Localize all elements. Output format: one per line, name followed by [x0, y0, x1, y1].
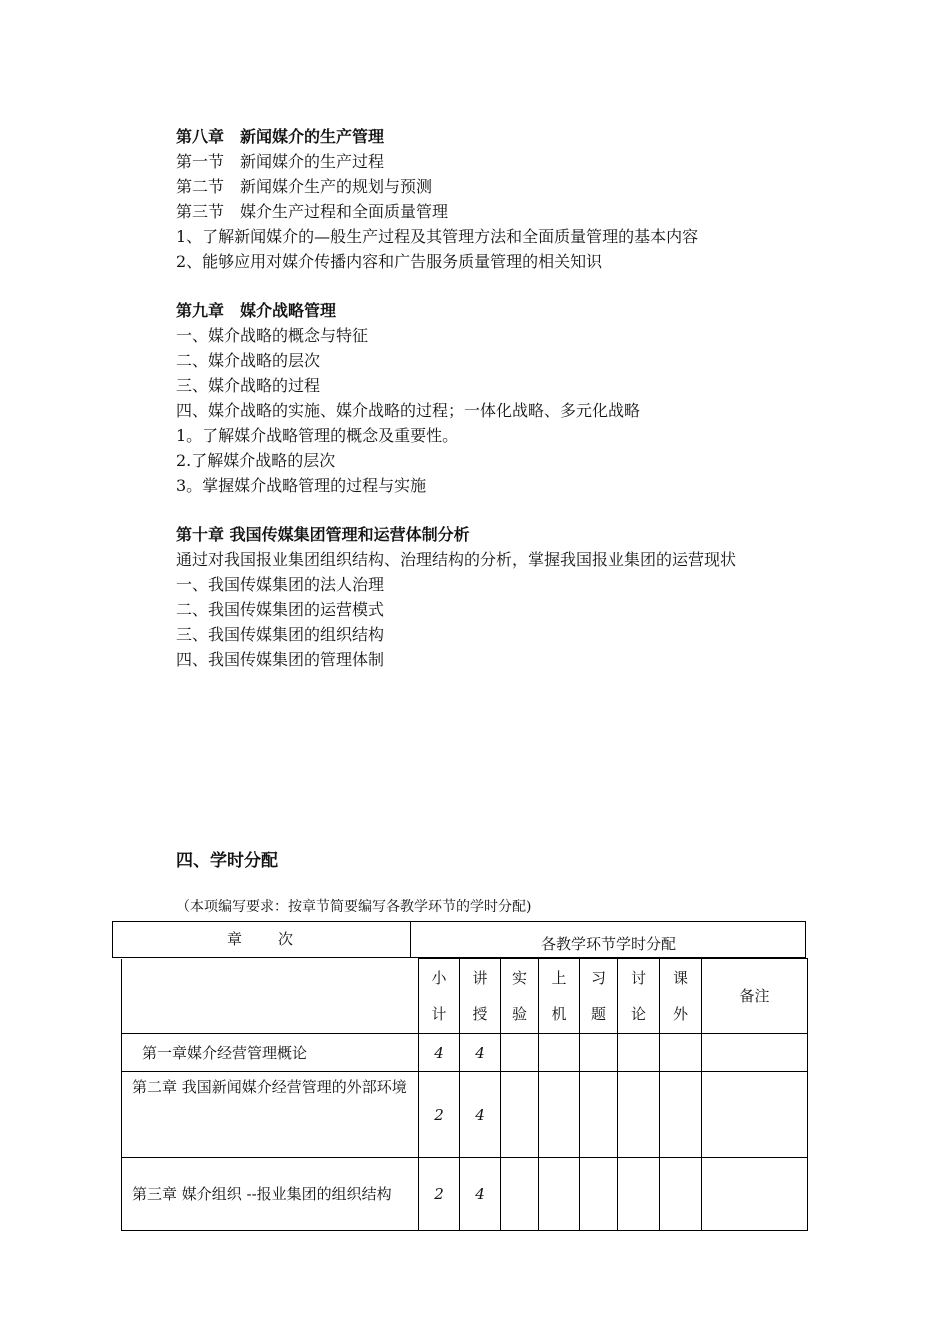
chapter-9-line: 一、媒介战略的概念与特征 [176, 326, 369, 345]
chapter-9-line: 1。了解媒介战略管理的概念及重要性。 [176, 426, 459, 445]
table-header-chapter: 章 次 [226, 930, 295, 948]
row-lecture: 4 [460, 1158, 501, 1231]
row-subtotal: 2 [419, 1158, 460, 1231]
chapter-10-line: 四、我国传媒集团的管理体制 [176, 650, 385, 669]
column-discussion: 讨 论 [618, 959, 660, 1034]
table-header-blank-cell [122, 959, 419, 1034]
column-extracurricular: 课 外 [660, 959, 702, 1034]
chapter-10-block [176, 522, 736, 672]
chapter-8-line: 第二节 新闻媒介生产的规划与预测 [176, 177, 433, 196]
table-header-allocation: 各教学环节学时分配 [540, 935, 676, 953]
chapter-10-line: 通过对我国报业集团组织结构、治理结构的分析，掌握我国报业集团的运营现状 [176, 550, 737, 569]
section-4-note: （本项编写要求：按章节简要编写各教学环节的学时分配) [176, 899, 532, 915]
column-computer: 上 机 [539, 959, 580, 1034]
chapter-8-line: 2、能够应用对媒介传播内容和广告服务质量管理的相关知识 [176, 252, 603, 271]
column-exercise: 习 题 [580, 959, 618, 1034]
column-subtotal: 小 计 [419, 959, 460, 1034]
column-remark: 备注 [702, 959, 808, 1034]
chapter-8-block [176, 124, 698, 274]
row-chapter: 第一章媒介经营管理概论 [122, 1034, 419, 1072]
table-row [122, 1034, 808, 1072]
row-lecture: 4 [460, 1072, 501, 1158]
row-lecture: 4 [460, 1034, 501, 1072]
chapter-10-line: 三、我国传媒集团的组织结构 [176, 625, 385, 644]
chapter-8-line: 第三节 媒介生产过程和全面质量管理 [176, 202, 449, 221]
chapter-10-line: 二、我国传媒集团的运营模式 [176, 600, 385, 619]
table-row [122, 1158, 808, 1231]
chapter-9-line: 四、媒介战略的实施、媒介战略的过程；一体化战略、多元化战略 [176, 401, 641, 420]
chapter-9-block [176, 298, 640, 498]
chapter-9-line: 二、媒介战略的层次 [176, 351, 321, 370]
row-subtotal: 4 [419, 1034, 460, 1072]
chapter-9-line: 三、媒介战略的过程 [176, 376, 321, 395]
chapter-10-line: 一、我国传媒集团的法人治理 [176, 575, 385, 594]
table-column-header-row [122, 959, 808, 1034]
row-subtotal: 2 [419, 1072, 460, 1158]
chapter-8-line: 第一节 新闻媒介的生产过程 [176, 152, 385, 171]
row-chapter: 第三章 媒介组织 --报业集团的组织结构 [122, 1158, 419, 1231]
table-row [122, 1072, 808, 1158]
chapter-8-title: 第八章 新闻媒介的生产管理 [176, 127, 385, 146]
section-4-title: 四、学时分配 [176, 851, 278, 871]
column-experiment: 实 验 [501, 959, 539, 1034]
row-chapter: 第二章 我国新闻媒介经营管理的外部环境 [122, 1072, 419, 1158]
column-lecture: 讲 授 [460, 959, 501, 1034]
chapter-9-line: 3。掌握媒介战略管理的过程与实施 [176, 476, 427, 495]
chapter-9-line: 2.了解媒介战略的层次 [176, 451, 336, 470]
chapter-10-title: 第十章 我国传媒集团管理和运营体制分析 [176, 525, 470, 544]
chapter-9-title: 第九章 媒介战略管理 [176, 301, 337, 320]
chapter-8-line: 1、了解新闻媒介的—般生产过程及其管理方法和全面质量管理的基本内容 [176, 227, 699, 246]
hours-table [121, 958, 808, 1231]
